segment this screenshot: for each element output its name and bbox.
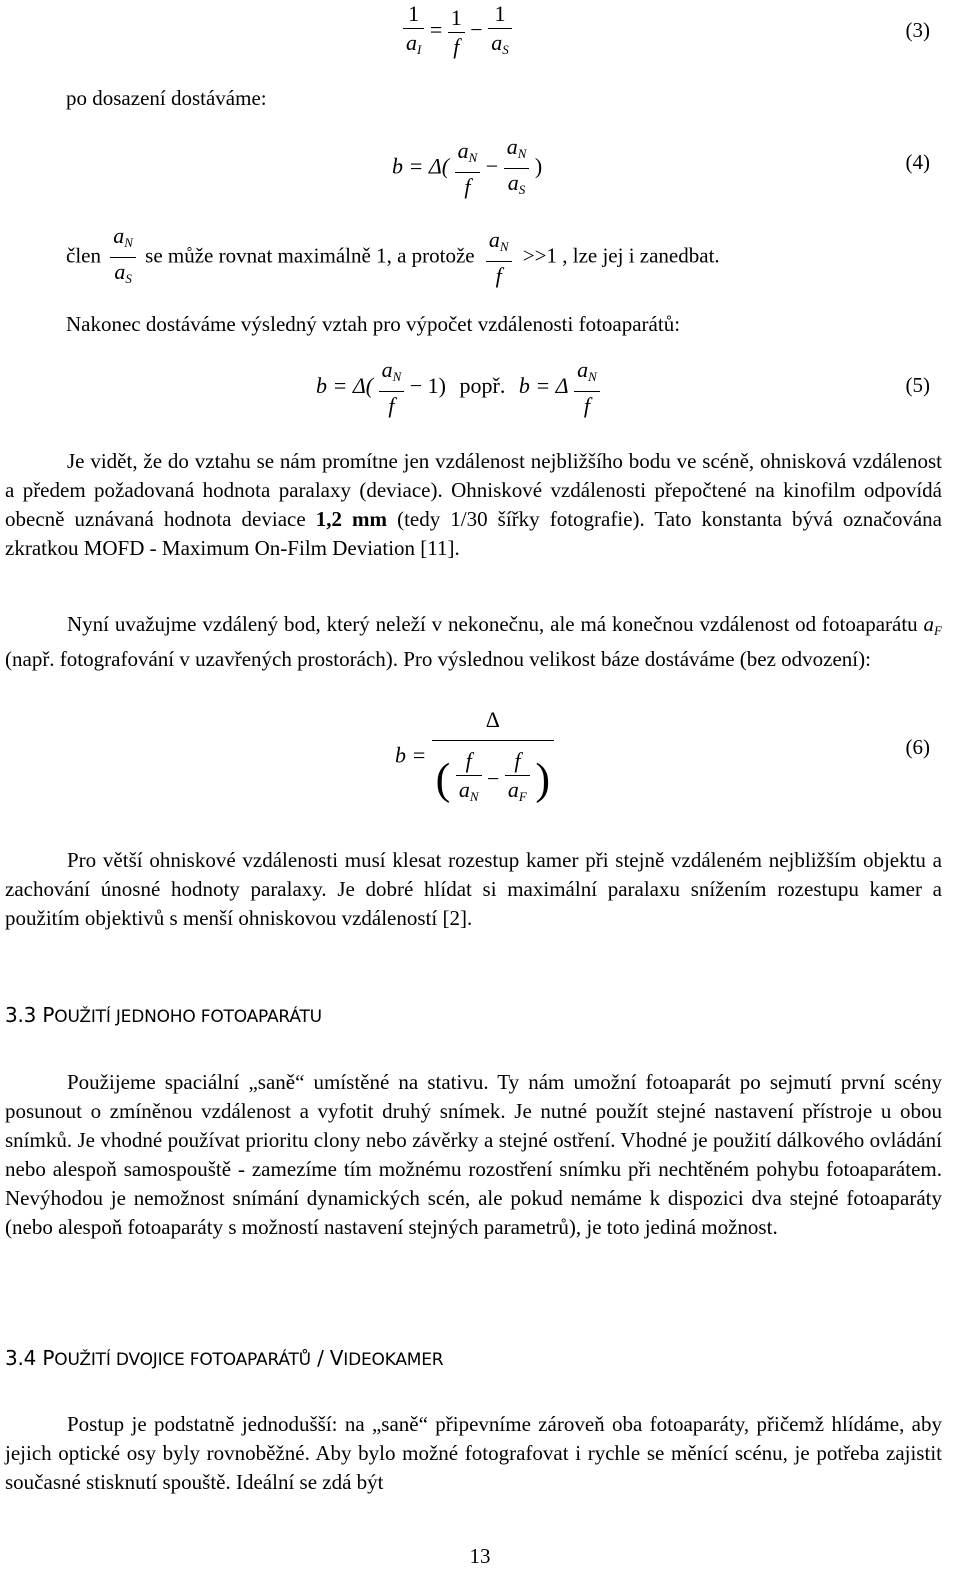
minus-sign: − <box>470 17 483 43</box>
fraction-1-over-f <box>448 4 465 61</box>
equation-lhs: b = Δ( <box>392 153 450 179</box>
paragraph-camera-pair: Postup je podstatně jednodušší: na „saně“ připevníme zároveň oba fotoaparáty, přičemž hlídáme, aby jejich optické osy byly rovnoběžné. Aby bylo možné fotografovat i rychle se měnící scénu, je potřeba zajistit současné stisknutí spouště. Ideální se zdá být <box>5 1412 942 1494</box>
equation-lhs: b = <box>395 742 427 768</box>
numerator: 1 <box>403 0 424 29</box>
equals-sign: = <box>429 17 443 43</box>
fraction-aN-over-f <box>455 137 481 201</box>
heading-initial: P <box>42 1346 55 1370</box>
paragraph-focal-length: Pro větší ohniskové vzdálenosti musí klesat rozestup kamer při stejně vzdáleném nejbližším objektu a zachování únosné hodnoty paralaxy. Je dobré hlídat si maximální paralaxu snížením rozestupu kamer a použitím objektivů s menší ohniskovou vzdáleností [2]. <box>5 848 942 930</box>
denominator: f <box>495 262 502 288</box>
fraction-aN-over-f <box>486 226 512 290</box>
denominator: f <box>583 393 590 418</box>
fraction-aN-over-aS <box>110 222 136 293</box>
equation-4 <box>392 133 542 204</box>
text-finally: Nakonec dostáváme výsledný vztah pro výpočet vzdálenosti fotoaparátů: <box>66 312 681 336</box>
numerator: $a_N$ <box>455 137 481 173</box>
equation-5 <box>316 356 600 420</box>
denominator: f <box>388 393 395 418</box>
equation-lhs: b = Δ( <box>316 373 374 399</box>
heading-initial: P <box>42 1003 55 1027</box>
heading-rest: OUŽITÍ JEDNOHO FOTOAPARÁTU <box>54 1007 322 1027</box>
right-paren: ) <box>535 754 551 804</box>
fraction-1-over-aI <box>403 0 424 64</box>
left-paren: ( <box>435 754 451 804</box>
fraction-f-over-aF <box>505 747 530 811</box>
heading-initial-2: V <box>329 1346 344 1370</box>
fraction-delta-over-sum <box>432 700 554 811</box>
denominator: f <box>464 173 471 199</box>
heading-rest: OUŽITÍ DVOJICE FOTOAPARÁTŮ <box>54 1350 311 1370</box>
minus-one: − 1) <box>409 373 446 399</box>
minus-sign: − <box>487 766 500 791</box>
text-substitution: po dosazení dostáváme: <box>66 86 267 110</box>
section-heading-3-3 <box>5 1003 322 1027</box>
close-paren: ) <box>534 153 543 179</box>
variable-aF: $a_F$ <box>923 612 942 638</box>
minus-sign: − <box>485 153 499 179</box>
page-number: 13 <box>469 1544 491 1568</box>
denominator <box>432 741 554 811</box>
denominator: $a_F$ <box>507 777 527 804</box>
equation-6 <box>395 700 554 811</box>
denominator: $a_S$ <box>491 30 509 57</box>
denominator: $a_S$ <box>114 259 132 286</box>
equation-lhs-2: b = Δ <box>518 373 569 399</box>
equation-number-4: (4) <box>905 150 930 174</box>
section-number: 3.4 <box>5 1346 37 1370</box>
text-suffix: >>1 , lze jej i zanedbat. <box>522 243 720 268</box>
numerator: $a_N$ <box>110 222 136 258</box>
numerator: $a_N$ <box>574 356 600 392</box>
line-member-description <box>66 222 720 293</box>
section-number: 3.3 <box>5 1003 37 1027</box>
fraction-1-over-aS <box>488 0 512 64</box>
heading-rest-2: IDEOKAMER <box>343 1350 444 1370</box>
fraction-f-over-aN <box>456 747 482 811</box>
equation-number-3: (3) <box>905 18 930 42</box>
equation-number-6: (6) <box>905 735 930 759</box>
denominator: $a_S$ <box>507 170 526 197</box>
text-middle: se může rovnat maximálně 1, a protože <box>145 243 475 268</box>
numerator: $a_N$ <box>379 356 405 392</box>
equation-3 <box>403 0 512 64</box>
denominator: $a_I$ <box>406 30 422 57</box>
text-member: člen <box>66 243 101 268</box>
paragraph-distant-point: Nyní uvažujme vzdálený bod, který neleží v nekonečnu, ale má konečnou vzdálenost od fotoaparátu $a_F$ (např. fotografování v uzavřených prostorách). Pro výslednou velikost báze dostáváme (bez odvození): <box>5 612 942 671</box>
denominator: f <box>453 33 460 59</box>
numerator: Δ <box>432 700 554 741</box>
numerator: f <box>456 747 482 776</box>
fraction-aN-over-f <box>379 356 405 420</box>
section-heading-3-4 <box>5 1346 443 1370</box>
equation-number-5: (5) <box>905 373 930 397</box>
fraction-aN-over-f-2 <box>574 356 600 420</box>
numerator: f <box>505 747 530 776</box>
numerator: $a_N$ <box>504 133 530 169</box>
paragraph-single-camera: Použijeme spaciální „saně“ umístěné na stativu. Ty nám umožní fotoaparát po sejmutí první scény posunout o zmíněnou vzdálenost a vyfotit druhý snímek. Je nutné použít stejné nastavení přístroje u obou snímků. Je vhodné používat prioritu clony nebo závěrky a stejné ostření. Vhodné je použití dálkového ovládání nebo alespoň samospouště - zamezíme tím možnému rozostření snímku při nechtěném pohybu fotoaparátem. Nevýhodou je nemožnost snímání dynamických scén, ale pokud nemáme k dispozici dva stejné fotoaparáty (nebo alespoň fotoaparáty s možností nastavení stejných parametrů), je toto jediná možnost. <box>5 1070 942 1239</box>
numerator: 1 <box>448 4 465 33</box>
paragraph-deviation: Je vidět, že do vztahu se nám promítne jen vzdálenost nejbližšího bodu ve scéně, ohnisková vzdálenost a předem požadovaná hodnota paralaxy (deviace). Ohniskové vzdálenosti přepočtené na kinofilm odpovídá obecně uznávaná hodnota deviace 1,2 mm (tedy 1/30 šířky fotografie). Tato konstanta bývá označována zkratkou MOFD - Maximum On-Film Deviation [11]. <box>5 449 943 560</box>
bold-value: 1,2 mm <box>315 507 388 531</box>
text-resp: popř. <box>459 373 506 399</box>
denominator: $a_N$ <box>458 777 479 804</box>
fraction-aN-over-aS <box>504 133 530 204</box>
numerator: $a_N$ <box>486 226 512 262</box>
heading-slash: / <box>317 1346 324 1370</box>
numerator: 1 <box>488 0 512 29</box>
